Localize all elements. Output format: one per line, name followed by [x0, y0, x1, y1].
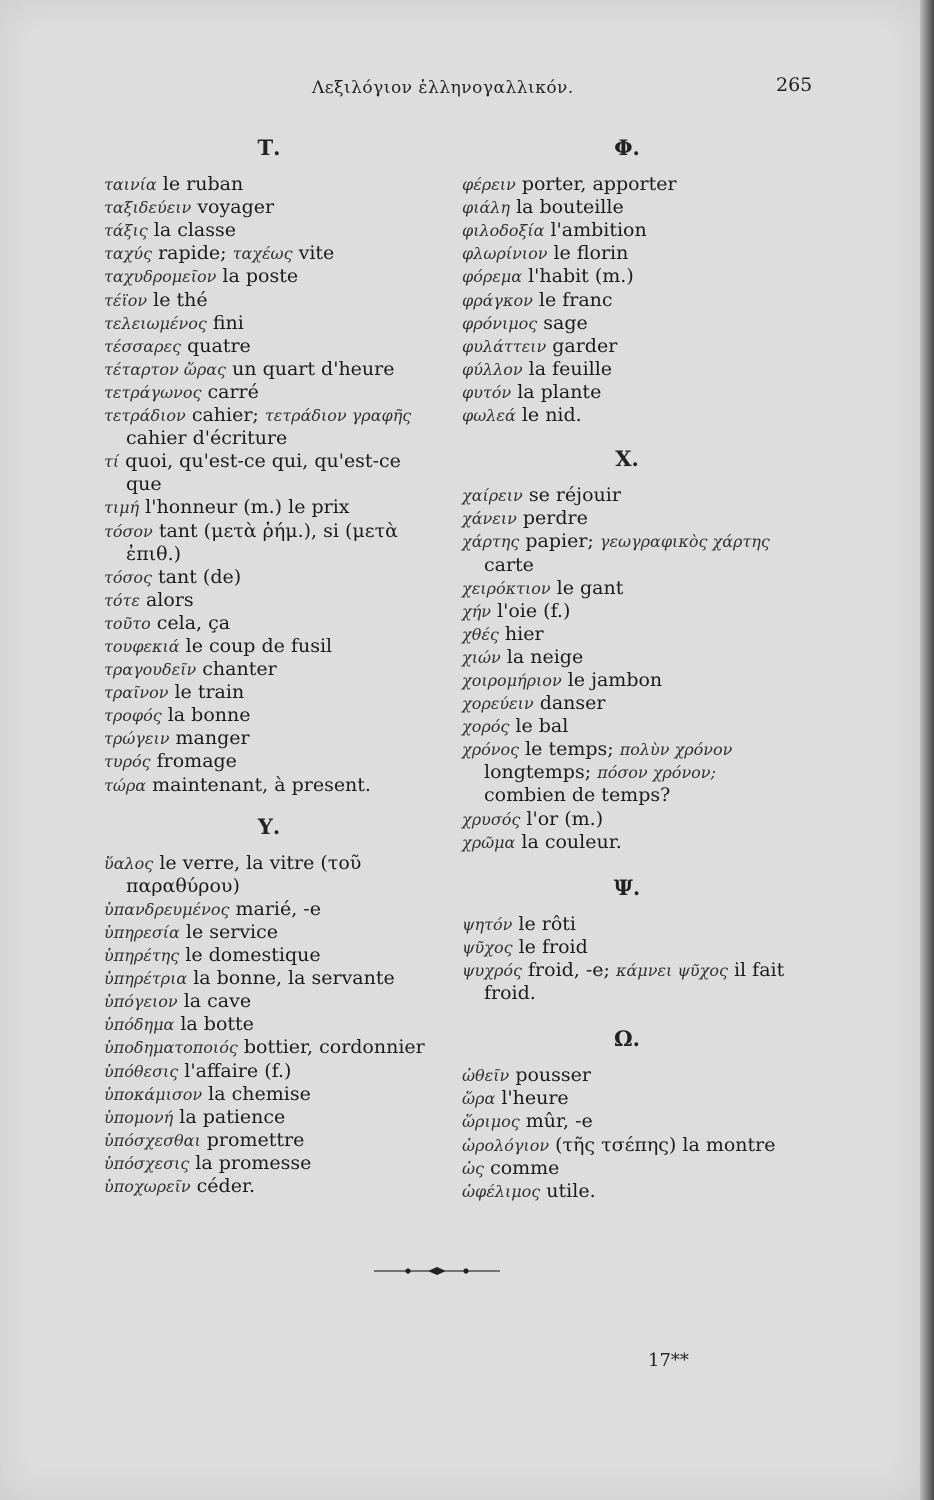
greek-term: τότε	[104, 590, 140, 610]
french-translation: il fait froid.	[484, 959, 785, 1005]
dictionary-entry	[462, 335, 792, 358]
dictionary-entry	[104, 704, 434, 727]
section-letter: Ψ.	[613, 874, 641, 900]
greek-term: τραγουδεῖν	[104, 660, 197, 680]
french-translation: fromage	[156, 750, 237, 773]
greek-term: φρόνιμος	[462, 313, 538, 333]
greek-term: χειρόκτιον	[462, 578, 551, 598]
greek-term: κάμνει ψῦχος	[616, 961, 728, 980]
greek-term: τυρός	[104, 752, 151, 772]
dictionary-entry	[462, 808, 792, 831]
french-translation: combien de temps?	[484, 784, 671, 807]
french-translation: maintenant, à present.	[152, 773, 371, 796]
french-translation: bottier, cordonnier	[243, 1036, 425, 1059]
dictionary-entry	[462, 507, 792, 530]
french-translation: froid, -e;	[528, 959, 610, 981]
dictionary-entry	[462, 219, 792, 242]
dictionary-section	[462, 1027, 792, 1203]
section-letter: Χ.	[615, 446, 639, 472]
greek-term: ταχυδρομεῖον	[104, 267, 217, 287]
french-translation: l'ambition	[550, 219, 647, 242]
french-translation: manger	[175, 727, 250, 750]
dictionary-entry	[462, 959, 792, 1005]
dictionary-entry	[462, 381, 792, 404]
french-translation: cahier;	[191, 404, 259, 427]
greek-term: τόσος	[104, 567, 152, 587]
french-translation: porter, apporter	[521, 173, 677, 196]
greek-term: τιμή	[104, 498, 140, 518]
dictionary-entry	[104, 1083, 434, 1106]
greek-term: ὑπόδημα	[104, 1015, 175, 1035]
dictionary-entry	[462, 358, 792, 381]
dictionary-entry	[462, 831, 792, 854]
greek-term: ὥρα	[462, 1089, 496, 1109]
section-letter: Ω.	[613, 1026, 640, 1052]
dictionary-entry	[462, 669, 792, 692]
greek-term: φιλοδοξία	[462, 221, 545, 241]
dictionary-entry	[104, 566, 434, 589]
dictionary-entry	[462, 242, 792, 265]
greek-term: φωλεά	[462, 406, 516, 426]
signature-mark: 17**	[648, 1350, 689, 1371]
dictionary-entry	[104, 265, 434, 288]
greek-term: πολὺν χρόνον	[619, 740, 733, 760]
french-translation: le rôti	[518, 912, 576, 935]
dictionary-entry	[462, 1180, 792, 1203]
dictionary-entry	[104, 1036, 434, 1059]
dictionary-entry	[104, 312, 434, 335]
greek-term: φλωρίνιον	[462, 244, 548, 264]
greek-term: τετράδιον	[104, 406, 186, 426]
french-translation: le thé	[153, 288, 208, 311]
dictionary-section	[462, 876, 792, 1005]
french-translation: l'affaire (f.)	[184, 1059, 292, 1082]
greek-term: ὑπόσχεσθαι	[104, 1130, 201, 1150]
french-translation: la cave	[183, 990, 252, 1013]
dictionary-entry	[462, 1134, 792, 1157]
greek-term: τουφεκιά	[104, 636, 180, 656]
greek-term: χιών	[462, 647, 501, 667]
french-translation: la chemise	[208, 1082, 311, 1105]
greek-term: ὠθεῖν	[462, 1066, 510, 1086]
french-translation: chanter	[202, 658, 277, 681]
page-number: 265	[776, 74, 813, 96]
dictionary-entry	[104, 852, 434, 898]
greek-term: ψητόν	[462, 914, 513, 934]
greek-term: χήν	[462, 601, 492, 621]
dictionary-entry	[104, 1129, 434, 1152]
dictionary-entry	[462, 484, 792, 507]
french-translation: le domestique	[185, 944, 321, 967]
greek-term: ὕαλος	[104, 853, 154, 873]
greek-term: τρώγειν	[104, 729, 170, 749]
french-translation: le froid	[518, 935, 588, 958]
greek-term: χαίρειν	[462, 486, 523, 506]
greek-term: ὑποχωρεῖν	[104, 1177, 191, 1197]
right-column	[462, 136, 792, 1203]
greek-term: χρόνος	[462, 740, 520, 760]
french-translation: l'or (m.)	[526, 807, 604, 830]
french-translation: la plante	[517, 380, 602, 403]
dictionary-entry	[104, 219, 434, 242]
greek-term: φυλάττειν	[462, 336, 547, 356]
dictionary-entry	[462, 404, 792, 427]
french-translation: la botte	[180, 1013, 254, 1036]
dictionary-entry	[462, 715, 792, 738]
french-translation: promettre	[206, 1128, 305, 1151]
french-translation: garder	[552, 334, 618, 357]
greek-term: φυτόν	[462, 382, 512, 402]
french-translation: marié, -e	[235, 897, 321, 920]
greek-term: χάνειν	[462, 509, 517, 529]
french-translation: la bonne	[167, 704, 251, 727]
french-translation: cahier d'écriture	[126, 427, 288, 450]
french-translation: le ruban	[162, 173, 244, 196]
french-translation: le verre, la vitre (τοῦ παραθύρου)	[126, 851, 362, 897]
greek-term: ὑποκάμισον	[104, 1084, 203, 1104]
page-edge	[920, 0, 934, 1500]
greek-term: ὑπόγειον	[104, 992, 178, 1012]
greek-term: ὑπηρεσία	[104, 923, 180, 942]
greek-term: χοιρομήριον	[462, 670, 562, 690]
dictionary-entry	[462, 289, 792, 312]
french-translation: sage	[543, 311, 588, 334]
greek-term: ὑπηρέτρια	[104, 969, 188, 989]
dictionary-entry	[104, 658, 434, 681]
greek-term: φόρεμα	[462, 267, 523, 287]
dictionary-entry	[104, 681, 434, 704]
french-translation: quatre	[187, 334, 251, 357]
greek-term: ὥριμος	[462, 1112, 520, 1132]
greek-term: ὑπομονή	[104, 1107, 174, 1127]
dictionary-entry	[104, 1013, 434, 1036]
french-translation: le bal	[515, 715, 569, 738]
greek-term: ὠφέλιμος	[462, 1181, 541, 1201]
ornament-divider	[372, 1264, 502, 1278]
greek-term: ταινία	[104, 175, 157, 195]
greek-term: χρυσός	[462, 809, 521, 829]
greek-term: τάξις	[104, 221, 148, 241]
french-translation: le service	[185, 921, 279, 943]
greek-term: τώρα	[104, 775, 147, 795]
greek-term: ὑπηρέτης	[104, 946, 180, 966]
french-translation: la bonne, la servante	[193, 967, 395, 990]
dictionary-entry	[104, 196, 434, 219]
french-translation: hier	[504, 622, 544, 645]
dictionary-entry	[462, 1087, 792, 1110]
dictionary-entry	[462, 738, 792, 807]
french-translation: carte	[484, 553, 534, 576]
dictionary-entry	[462, 692, 792, 715]
greek-term: τοῦτο	[104, 613, 151, 633]
greek-term: τέταρτον ὥρας	[104, 359, 227, 379]
greek-term: πόσον χρόνον;	[597, 763, 716, 783]
dictionary-entry	[104, 450, 434, 496]
greek-term: ψυχρός	[462, 961, 522, 980]
greek-term: ὡρολόγιον	[462, 1135, 550, 1155]
french-translation: pousser	[515, 1064, 591, 1087]
dictionary-entry	[104, 358, 434, 381]
greek-term: τραῖνον	[104, 683, 169, 703]
dictionary-entry	[104, 990, 434, 1013]
greek-term: χρῶμα	[462, 832, 516, 852]
greek-term: χορός	[462, 717, 510, 737]
greek-term: γεωγραφικὸς χάρτης	[599, 532, 770, 552]
french-translation: le gant	[556, 576, 624, 599]
dictionary-entry	[104, 727, 434, 750]
french-translation: le franc	[538, 288, 613, 311]
greek-term: τέϊον	[104, 290, 148, 310]
greek-term: τελειωμένος	[104, 313, 207, 333]
greek-term: φιάλη	[462, 198, 511, 218]
french-translation: rapide;	[158, 242, 227, 265]
dictionary-entry	[462, 600, 792, 623]
dictionary-entry	[104, 1152, 434, 1175]
greek-term: χάρτης	[462, 532, 520, 552]
french-translation: (τῆς τσέπης) la montre	[555, 1133, 776, 1156]
dictionary-entry	[104, 967, 434, 990]
dictionary-entry	[462, 913, 792, 936]
french-translation: le train	[174, 681, 245, 704]
french-translation: céder.	[196, 1175, 255, 1198]
dictionary-entry	[104, 496, 434, 519]
french-translation: carré	[207, 380, 259, 403]
french-translation: le jambon	[567, 668, 663, 691]
dictionary-entry	[104, 612, 434, 635]
french-translation: la patience	[179, 1105, 286, 1128]
french-translation: tant (de)	[158, 565, 242, 588]
french-translation: papier;	[525, 530, 594, 553]
dictionary-entry	[462, 623, 792, 646]
greek-term: ταξιδεύειν	[104, 198, 192, 218]
dictionary-entry	[462, 577, 792, 600]
dictionary-section	[104, 136, 434, 797]
french-translation: cela, ça	[156, 611, 231, 634]
greek-term: ὡς	[462, 1158, 485, 1178]
dictionary-entry	[104, 404, 434, 450]
section-letter: Τ.	[257, 135, 281, 160]
dictionary-entry	[104, 520, 434, 566]
french-translation: l'heure	[501, 1087, 569, 1110]
french-translation: alors	[145, 588, 194, 611]
french-translation: se réjouir	[528, 484, 621, 507]
dictionary-entry	[104, 289, 434, 312]
greek-term: τετράγωνος	[104, 382, 202, 402]
greek-term: τί	[104, 452, 120, 472]
french-translation: la couleur.	[521, 830, 622, 853]
dictionary-entry	[462, 265, 792, 288]
greek-term: χορεύειν	[462, 694, 534, 714]
section-letter: Υ.	[257, 813, 281, 839]
greek-term: ὑπανδρευμένος	[104, 899, 230, 919]
dictionary-entry	[462, 196, 792, 219]
dictionary-entry	[462, 530, 792, 576]
dictionary-entry	[462, 936, 792, 959]
greek-term: φύλλον	[462, 359, 523, 379]
dictionary-entry	[104, 1106, 434, 1129]
greek-term: τόσον	[104, 521, 153, 541]
french-translation: la promesse	[195, 1151, 312, 1174]
greek-term: φέρειν	[462, 175, 516, 195]
dictionary-entry	[104, 750, 434, 773]
dictionary-entry	[104, 1060, 434, 1083]
french-translation: l'habit (m.)	[528, 265, 634, 288]
french-translation: perdre	[522, 507, 588, 530]
french-translation: utile.	[546, 1179, 596, 1202]
section-letter: Φ.	[614, 135, 640, 160]
dictionary-entry	[104, 589, 434, 612]
dictionary-entry	[104, 921, 434, 944]
dictionary-section	[462, 136, 792, 427]
greek-term: ταχύς	[104, 244, 153, 264]
left-column	[104, 136, 434, 1198]
french-translation: l'oie (f.)	[497, 599, 571, 622]
dictionary-entry	[104, 944, 434, 967]
greek-term: φράγκον	[462, 290, 533, 310]
french-translation: la classe	[153, 219, 236, 242]
french-translation: un quart d'heure	[232, 357, 395, 380]
french-translation: l'honneur (m.) le prix	[145, 496, 350, 519]
french-translation: la poste	[222, 265, 299, 288]
french-translation: vite	[298, 242, 335, 265]
dictionary-entry	[462, 1110, 792, 1133]
running-title: Λεξιλόγιον ἑλληνογαλλικόν.	[312, 78, 574, 98]
dictionary-entry	[104, 242, 434, 265]
greek-term: τετράδιον γραφῆς	[264, 406, 412, 426]
french-translation: fini	[212, 311, 244, 334]
french-translation: longtemps;	[484, 761, 592, 784]
french-translation: quoi, qu'est-ce qui, qu'est-ce que	[125, 450, 401, 496]
greek-term: ψῦχος	[462, 937, 513, 957]
greek-term: ταχέως	[232, 244, 293, 264]
greek-term: ὑποδηματοποιός	[104, 1038, 238, 1058]
greek-term: ὑπόσχεσις	[104, 1153, 190, 1173]
dictionary-entry	[104, 381, 434, 404]
french-translation: le temps;	[525, 738, 614, 761]
french-translation: comme	[490, 1156, 560, 1179]
french-translation: le coup de fusil	[185, 634, 333, 657]
dictionary-entry	[104, 1175, 434, 1198]
dictionary-entry	[104, 335, 434, 358]
dictionary-entry	[104, 774, 434, 797]
greek-term: χθές	[462, 624, 499, 644]
dictionary-entry	[104, 898, 434, 921]
french-translation: danser	[539, 692, 606, 715]
french-translation: la feuille	[528, 357, 613, 380]
french-translation: la bouteille	[516, 196, 624, 219]
dictionary-entry	[462, 312, 792, 335]
french-translation: la neige	[506, 645, 584, 668]
french-translation: le nid.	[521, 404, 582, 427]
dictionary-entry	[104, 635, 434, 658]
greek-term: τροφός	[104, 706, 162, 726]
dictionary-entry	[104, 173, 434, 196]
dictionary-section	[104, 815, 434, 1199]
french-translation: mûr, -e	[525, 1110, 593, 1133]
french-translation: voyager	[197, 196, 275, 219]
french-translation: le florin	[553, 242, 629, 265]
dictionary-section	[462, 447, 792, 854]
dictionary-entry	[462, 646, 792, 669]
dictionary-entry	[462, 1157, 792, 1180]
greek-term: ὑπόθεσις	[104, 1061, 179, 1081]
french-translation: tant (μετὰ ῥήμ.), si (μετὰ ἐπιθ.)	[126, 519, 398, 565]
greek-term: τέσσαρες	[104, 336, 182, 356]
dictionary-entry	[462, 173, 792, 196]
dictionary-entry	[462, 1064, 792, 1087]
